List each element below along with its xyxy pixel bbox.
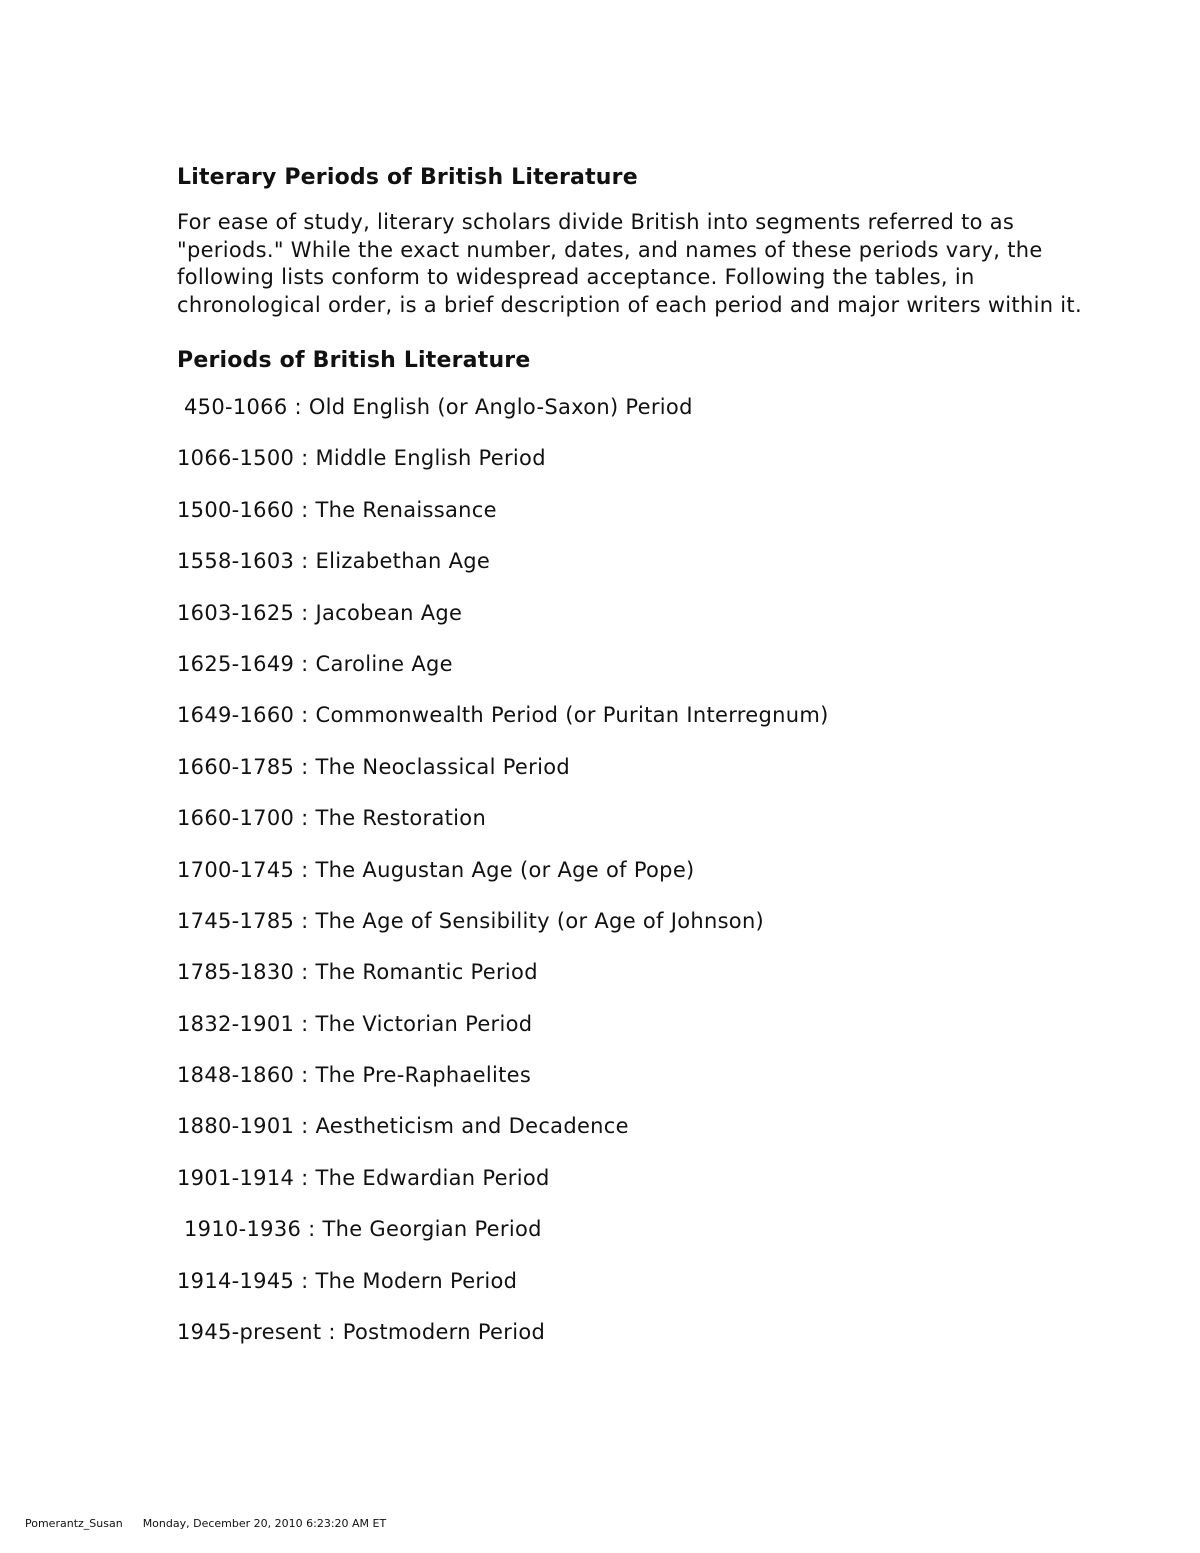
period-item: 1945-present : Postmodern Period xyxy=(177,1320,546,1345)
period-dates: 1500-1660 xyxy=(177,497,295,522)
period-item: 1914-1945 : The Modern Period xyxy=(177,1268,518,1293)
period-dates: 1848-1860 xyxy=(177,1063,295,1088)
period-dates: 1910-1936 xyxy=(184,1217,302,1242)
footer-user: Pomerantz_Susan xyxy=(25,1517,123,1530)
period-item: 1066-1500 : Middle English Period xyxy=(177,446,546,471)
period-name: The Victorian Period xyxy=(315,1011,533,1036)
period-item: 1832-1901 : The Victorian Period xyxy=(177,1011,533,1036)
period-name: The Augustan Age (or Age of Pope) xyxy=(315,857,695,882)
period-name: Aestheticism and Decadence xyxy=(315,1114,629,1139)
period-item: 1660-1700 : The Restoration xyxy=(177,806,487,831)
period-dates: 1558-1603 xyxy=(177,549,295,574)
period-list xyxy=(177,394,1097,1346)
period-name: The Neoclassical Period xyxy=(315,754,570,779)
period-item: 1901-1914 : The Edwardian Period xyxy=(177,1165,550,1190)
intro-paragraph: For ease of study, literary scholars divide British into segments referred to as "periods." While the exact number, dates, and names of these periods vary, the following lists conform to widespread acceptance. Following the tables, in chronological order, is a brief description of each period and major writers within it. xyxy=(177,210,1082,317)
period-item: 450-1066 : Old English (or Anglo-Saxon) Period xyxy=(184,395,693,419)
period-dates: 1914-1945 xyxy=(177,1268,295,1293)
period-item: 1660-1785 : The Neoclassical Period xyxy=(177,754,570,779)
period-name: The Edwardian Period xyxy=(315,1165,550,1190)
section-heading: Periods of British Literature xyxy=(177,348,531,373)
period-item: 1910-1936 : The Georgian Period xyxy=(184,1217,542,1242)
period-name: Postmodern Period xyxy=(342,1320,546,1345)
period-dates: 1901-1914 xyxy=(177,1165,295,1190)
period-name: The Georgian Period xyxy=(322,1217,542,1242)
period-dates: 1660-1700 xyxy=(177,806,295,831)
period-dates: 1625-1649 xyxy=(177,651,295,676)
period-dates: 1649-1660 xyxy=(177,703,295,728)
period-name: Caroline Age xyxy=(315,651,453,676)
period-dates: 1832-1901 xyxy=(177,1011,295,1036)
period-name: Elizabethan Age xyxy=(315,549,491,574)
period-name: The Modern Period xyxy=(315,1268,518,1293)
period-dates: 1066-1500 xyxy=(177,446,295,471)
period-item: 1700-1745 : The Augustan Age (or Age of Pope) xyxy=(177,857,695,882)
period-item: 1785-1830 : The Romantic Period xyxy=(177,960,538,985)
period-dates: 1603-1625 xyxy=(177,600,295,625)
period-dates: 1745-1785 xyxy=(177,908,295,933)
period-name: Jacobean Age xyxy=(315,600,463,625)
period-item: 1500-1660 : The Renaissance xyxy=(177,497,497,522)
period-name: Middle English Period xyxy=(315,446,546,471)
period-item: 1649-1660 : Commonwealth Period (or Puritan Interregnum) xyxy=(177,703,829,728)
period-dates: 1700-1745 xyxy=(177,857,295,882)
period-item: 1558-1603 : Elizabethan Age xyxy=(177,549,491,574)
page-title: Literary Periods of British Literature xyxy=(177,165,638,190)
footer-timestamp: Monday, December 20, 2010 6:23:20 AM ET xyxy=(142,1517,387,1530)
period-name: The Romantic Period xyxy=(315,960,538,985)
period-item: 1625-1649 : Caroline Age xyxy=(177,651,453,676)
period-name: The Age of Sensibility (or Age of Johnson) xyxy=(315,908,765,933)
period-name: Old English (or Anglo-Saxon) Period xyxy=(308,395,693,419)
period-item: 1880-1901 : Aestheticism and Decadence xyxy=(177,1114,629,1139)
period-name: The Pre-Raphaelites xyxy=(315,1063,532,1088)
period-name: Commonwealth Period (or Puritan Interregnum) xyxy=(315,703,829,728)
period-dates: 1880-1901 xyxy=(177,1114,295,1139)
period-dates: 450-1066 xyxy=(184,395,288,419)
period-item: 1848-1860 : The Pre-Raphaelites xyxy=(177,1063,532,1088)
period-dates: 1785-1830 xyxy=(177,960,295,985)
period-name: The Renaissance xyxy=(315,497,497,522)
period-item: 1603-1625 : Jacobean Age xyxy=(177,600,463,625)
period-name: The Restoration xyxy=(315,806,487,831)
print-footer xyxy=(25,1517,386,1530)
period-item: 1745-1785 : The Age of Sensibility (or Age of Johnson) xyxy=(177,908,765,933)
document-page xyxy=(177,160,1097,1370)
period-dates: 1945-present xyxy=(177,1320,322,1345)
period-dates: 1660-1785 xyxy=(177,754,295,779)
